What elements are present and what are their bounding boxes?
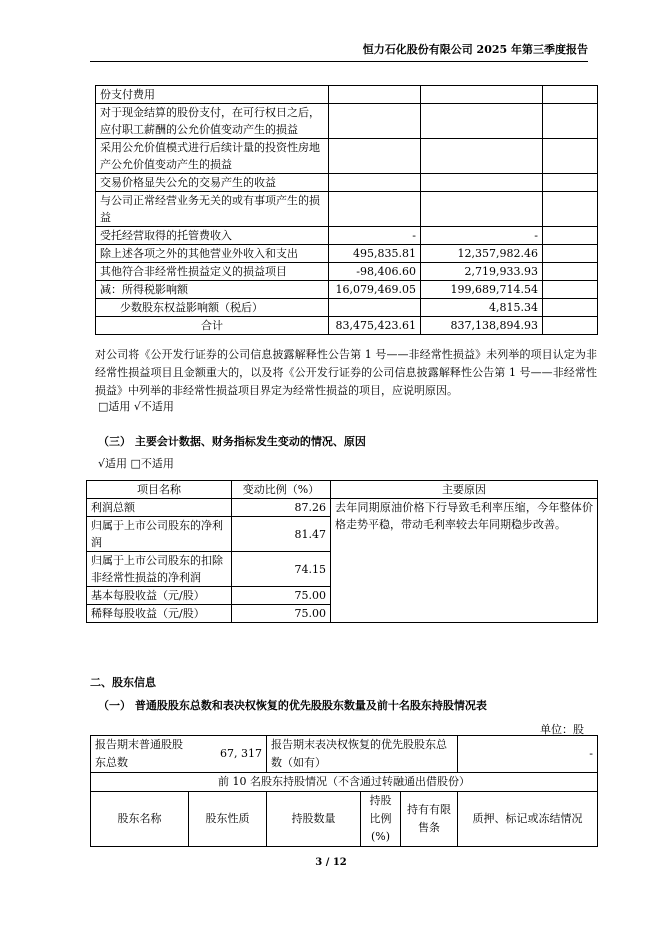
table-row <box>87 499 598 517</box>
table-cell: 837,138,894.93 <box>421 317 543 335</box>
preferred-shareholders-label: 报告期末表决权恢复的优先股股东总数（如有） <box>267 736 458 773</box>
table-cell <box>543 281 598 299</box>
table-row <box>96 281 598 299</box>
table-cell: 75.00 <box>232 587 331 605</box>
table-header-cell: 主要原因 <box>331 481 598 499</box>
table-cell: 合计 <box>96 317 329 335</box>
table-cell <box>543 317 598 335</box>
table-cell <box>543 263 598 281</box>
table-row <box>96 174 598 192</box>
table-cell <box>421 139 543 174</box>
table-cell: 87.26 <box>232 499 331 517</box>
table-cell <box>421 192 543 227</box>
table-cell: 199,689,714.54 <box>421 281 543 299</box>
table-row <box>96 299 598 317</box>
table-cell <box>329 139 421 174</box>
table-cell: 对于现金结算的股份支付，在可行权日之后，应付职工薪酬的公允价值变动产生的损益 <box>96 104 329 139</box>
table-row <box>96 245 598 263</box>
table-row <box>96 104 598 139</box>
unit-label: 单位：股 <box>540 723 584 736</box>
section-2-title: 二、股东信息 <box>90 676 156 689</box>
table-header-cell: 股东名称 <box>91 792 189 847</box>
main-reason-cell: 去年同期原油价格下行导致毛利率压缩，今年整体价格走势平稳，带动毛利率较去年同期稳步改善。 <box>331 499 598 623</box>
table-row <box>91 736 598 773</box>
table-cell <box>543 174 598 192</box>
table-cell: 交易价格显失公允的交易产生的收益 <box>96 174 329 192</box>
table-cell: 其他符合非经常性损益定义的损益项目 <box>96 263 329 281</box>
table-cell: 稀释每股收益（元/股） <box>87 605 232 623</box>
table-cell: 75.00 <box>232 605 331 623</box>
table-row <box>96 263 598 281</box>
table-cell <box>543 86 598 104</box>
table-cell: 除上述各项之外的其他营业外收入和支出 <box>96 245 329 263</box>
table-header-cell: 质押、标记或冻结情况 <box>458 792 598 847</box>
table-cell <box>543 192 598 227</box>
section-3-title: （三） 主要会计数据、财务指标发生变动的情况、原因 <box>98 435 366 448</box>
table-cell: - <box>329 227 421 245</box>
applicability-check-1: □适用 √不适用 <box>98 400 174 413</box>
table-header-cell: 项目名称 <box>87 481 232 499</box>
table-cell <box>329 174 421 192</box>
table-cell: 4,815.34 <box>421 299 543 317</box>
page-number: 3 / 12 <box>315 857 347 868</box>
top10-caption: 前 10 名股东持股情况（不含通过转融通出借股份） <box>91 773 598 792</box>
table-header-row <box>91 792 598 847</box>
table-cell <box>329 192 421 227</box>
total-row <box>96 317 598 335</box>
table-header-row <box>87 481 598 499</box>
total-shareholders-label: 报告期末普通股股东总数 <box>95 738 183 769</box>
table-row <box>96 139 598 174</box>
table-cell: 81.47 <box>232 517 331 552</box>
table-cell: 83,475,423.61 <box>329 317 421 335</box>
table-cell: -98,406.60 <box>329 263 421 281</box>
table-cell: 与公司正常经营业务无关的或有事项产生的损益 <box>96 192 329 227</box>
total-shareholders-value: 67, 317 <box>220 747 262 760</box>
table-header-cell: 持股比例(%) <box>361 792 401 847</box>
table-row <box>96 192 598 227</box>
page-header: 恒力石化股份有限公司 2025 年第三季度报告 <box>362 43 588 56</box>
nonrecurring-items-table <box>95 85 598 335</box>
section-2-1-title: （一） 普通股股东总数和表决权恢复的优先股股东数量及前十名股东持股情况表 <box>98 699 487 712</box>
table-cell <box>329 299 421 317</box>
table-cell: - <box>421 227 543 245</box>
table-cell: 基本每股收益（元/股） <box>87 587 232 605</box>
table-cell: 受托经营取得的托管费收入 <box>96 227 329 245</box>
table-header-cell: 股东性质 <box>189 792 267 847</box>
table-cell: 少数股东权益影响额（税后） <box>96 299 329 317</box>
table-cell: 归属于上市公司股东的扣除非经常性损益的净利润 <box>87 552 232 587</box>
table-cell: 减：所得税影响额 <box>96 281 329 299</box>
table-cell <box>543 245 598 263</box>
table-cell: 利润总额 <box>87 499 232 517</box>
preferred-shareholders-value: - <box>458 736 598 773</box>
table-cell <box>543 104 598 139</box>
table-cell: 12,357,982.46 <box>421 245 543 263</box>
note-paragraph: 对公司将《公开发行证券的公司信息披露解释性公告第 1 号——非经常性损益》未列举的项目认定为非经常性损益项目且金额重大的，以及将《公开发行证券的公司信息披露解释性公告第 1 号——非经常性损益》中列举的非经常性损益项目界定为经常性损益的项目，应说明原因。 <box>95 348 597 397</box>
table-cell <box>91 736 267 773</box>
table-cell: 份支付费用 <box>96 86 329 104</box>
table-cell <box>543 299 598 317</box>
header-divider <box>90 61 588 62</box>
table-cell <box>543 227 598 245</box>
table-row <box>96 227 598 245</box>
table-header-cell: 持股数量 <box>267 792 361 847</box>
table-cell <box>329 104 421 139</box>
table-cell: 2,719,933.93 <box>421 263 543 281</box>
table-cell: 74.15 <box>232 552 331 587</box>
table-cell: 采用公允价值模式进行后续计量的投资性房地产公允价值变动产生的损益 <box>96 139 329 174</box>
table-cell <box>421 104 543 139</box>
table-cell <box>421 174 543 192</box>
shareholder-table <box>90 735 598 847</box>
table-row <box>91 773 598 792</box>
applicability-check-2: √适用 □不适用 <box>98 457 174 470</box>
table-cell <box>329 86 421 104</box>
table-cell: 16,079,469.05 <box>329 281 421 299</box>
table-cell <box>421 86 543 104</box>
table-cell: 495,835.81 <box>329 245 421 263</box>
table-header-cell: 持有有限售条 <box>401 792 458 847</box>
change-table <box>86 480 598 623</box>
table-cell: 归属于上市公司股东的净利润 <box>87 517 232 552</box>
table-row <box>96 86 598 104</box>
table-header-cell: 变动比例（%） <box>232 481 331 499</box>
table-cell <box>543 139 598 174</box>
